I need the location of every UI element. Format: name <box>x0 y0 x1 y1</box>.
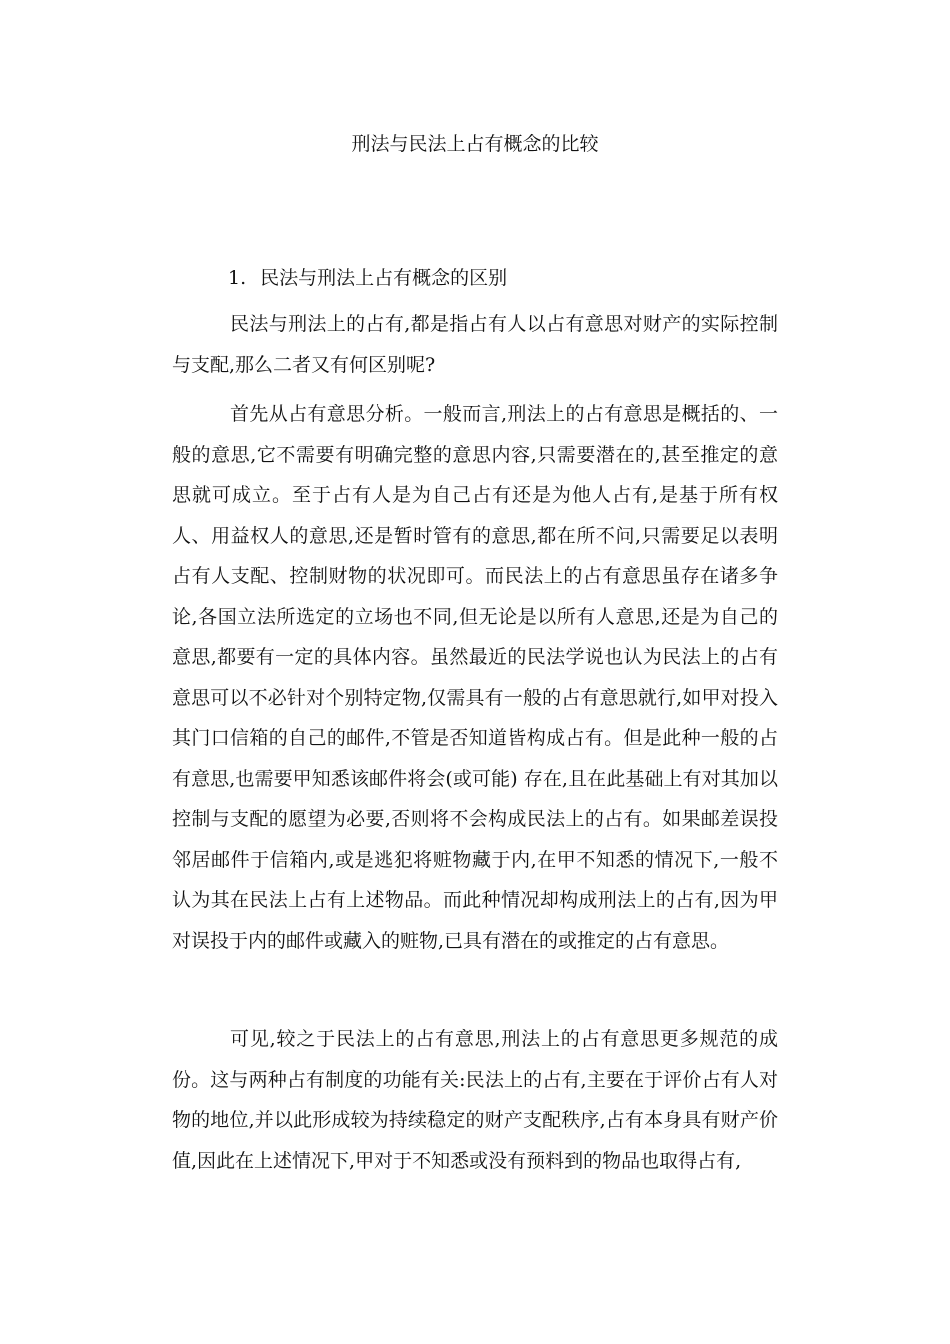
paragraph-3: 可见,较之于民法上的占有意思,刑法上的占有意思更多规范的成份。这与两种占有制度的功能有关:民法上的占有,主要在于评价占有人对物的地位,并以此形成较为持续稳定的财产支配秩序,占有本身具有财产价值,因此在上述情况下,甲对于不知悉或没有预料到的物品也取得占有, <box>172 1028 778 1172</box>
document-title: 刑法与民法上占有概念的比较 <box>351 133 599 155</box>
paragraph-2: 首先从占有意思分析。一般而言,刑法上的占有意思是概括的、一般的意思,它不需要有明确完整的意思内容,只需要潜在的,甚至推定的意思就可成立。至于占有人是为自己占有还是为他人占有,是基于所有权人、用益权人的意思,还是暂时管有的意思,都在所不问,只需要足以表明占有人支配、控制财物的状况即可。而民法上的占有意思虽存在诸多争论,各国立法所选定的立场也不同,但无论是以所有人意思,还是为自己的意思,都要有一定的具体内容。虽然最近的民法学说也认为民法上的占有意思可以不必针对个别特定物,仅需具有一般的占有意思就行,如甲对投入其门口信箱的自己的邮件,不管是否知道皆构成占有。但是此种一般的占有意思,也需要甲知悉该邮件将会(或可能) 存在,且在此基础上有对其加以控制与支配的愿望为必要,否则将不会构成民法上的占有。如果邮差误投邻居邮件于信箱内,或是逃犯将赃物藏于内,在甲不知悉的情况下,一般不认为其在民法上占有上述物品。而此种情况却构成刑法上的占有,因为甲对误投于内的邮件或藏入的赃物,已具有潜在的或推定的占有意思。 <box>172 403 778 952</box>
section-heading <box>228 264 507 292</box>
paragraph-1: 民法与刑法上的占有,都是指占有人以占有意思对财产的实际控制与支配,那么二者又有何区别呢? <box>172 313 778 376</box>
section-heading-text: 民法与刑法上占有概念的区别 <box>260 267 508 289</box>
section-number: 1. <box>228 267 247 289</box>
